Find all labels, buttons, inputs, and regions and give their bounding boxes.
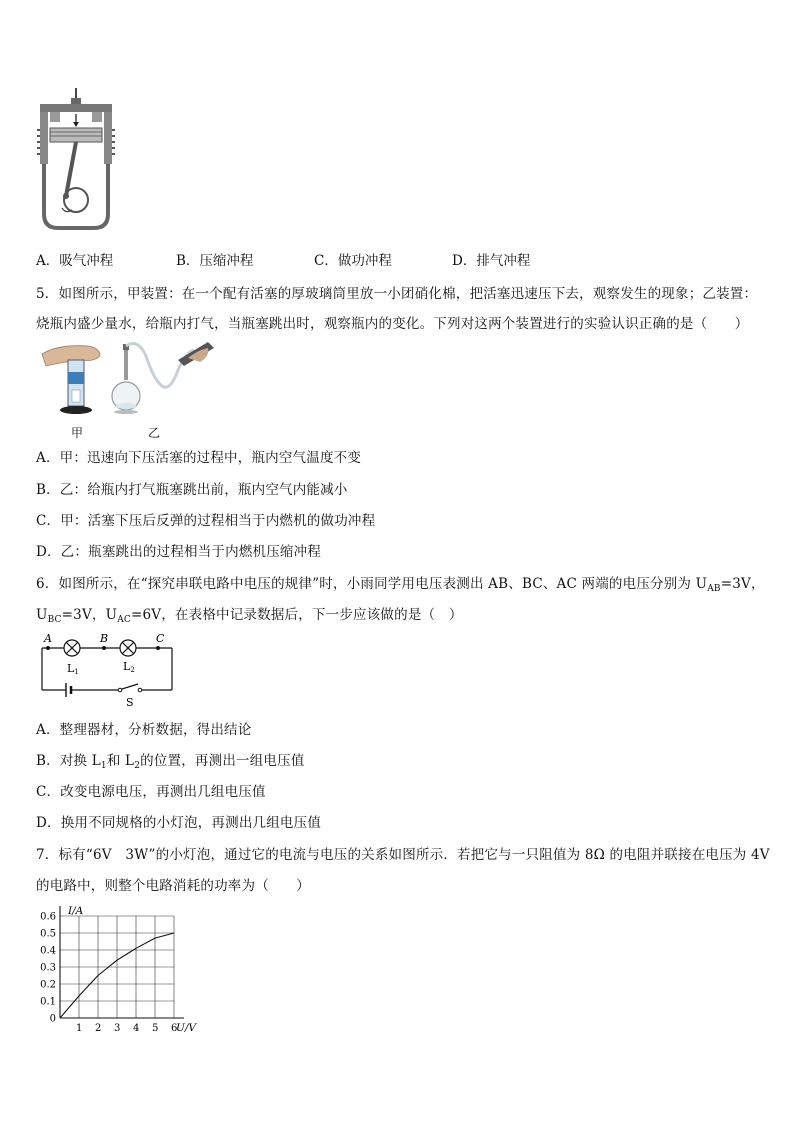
q5-apparatus-figure bbox=[38, 340, 214, 422]
y-tick-label: 0.1 bbox=[40, 996, 56, 1008]
q5-stem-line1: 5．如图所示，甲装置：在一个配有活塞的厚玻璃筒里放一小团硝化棉，把活塞迅速压下去，观察发生的现象；乙装置： bbox=[36, 286, 758, 302]
circuit-label-b: B bbox=[100, 632, 109, 645]
x-axis-label: U/V bbox=[176, 1022, 196, 1034]
circuit-label-a: A bbox=[44, 632, 52, 645]
y-tick-label: 0.5 bbox=[40, 928, 56, 940]
q5-option-a: A．甲：迅速向下压活塞的过程中，瓶内空气温度不变 bbox=[36, 450, 362, 466]
q6-stem-line2: $U_{BC}=3V$，$U_{AC}=6V$，在表格中记录数据后，下一步应该做的是（ ） bbox=[36, 607, 463, 625]
q5-stem-line2: 烧瓶内盛少量水，给瓶内打气，当瓶塞跳出时，观察瓶内的变化。下列对这两个装置进行的实验认识正确的是（ ） bbox=[36, 316, 749, 332]
q5-option-c: C．甲：活塞下压后反弹的过程相当于内燃机的做功冲程 bbox=[36, 513, 376, 529]
x-tick-label: 4 bbox=[133, 1023, 140, 1034]
q6-option-a: A．整理器材，分析数据，得出结论 bbox=[36, 722, 252, 738]
q5-option-d: D．乙：瓶塞跳出的过程相当于内燃机压缩冲程 bbox=[36, 544, 322, 560]
x-tick-label: 2 bbox=[95, 1023, 102, 1034]
circuit-label-s: S bbox=[126, 696, 134, 709]
q6-circuit-diagram bbox=[38, 632, 178, 710]
x-tick-label: 1 bbox=[76, 1023, 83, 1034]
x-tick-label: 6 bbox=[171, 1023, 178, 1034]
q6-stem-line1: 6．如图所示，在“探究串联电路中电压的规律”时，小雨同学用电压表测出 AB、BC、AC 两端的电压分别为 $U_{AB}=3V$， bbox=[36, 576, 765, 594]
circuit-label-l1: L1 bbox=[67, 662, 79, 676]
x-tick-label: 3 bbox=[114, 1023, 121, 1034]
x-tick-label: 5 bbox=[152, 1023, 159, 1034]
y-tick-label: 0.6 bbox=[40, 911, 56, 923]
q4-option-b: B．压缩冲程 bbox=[176, 253, 254, 269]
q5-option-b: B．乙：给瓶内打气瓶塞跳出前，瓶内空气内能减小 bbox=[36, 482, 348, 498]
q5-fig-label-b: 乙 bbox=[148, 426, 161, 440]
q4-option-c: C．做功冲程 bbox=[314, 253, 392, 269]
y-tick-label: 0.4 bbox=[40, 945, 56, 957]
q6-option-c: C．改变电源电压，再测出几组电压值 bbox=[36, 784, 266, 800]
circuit-label-c: C bbox=[156, 632, 165, 645]
circuit-label-l2: L2 bbox=[123, 660, 135, 674]
q7-stem-line1: 7．标有“6V 3W”的小灯泡，通过它的电流与电压的关系如图所示．若把它与一只阻值为 8Ω 的电阻并联接在电压为 4V bbox=[36, 847, 770, 863]
q4-option-d: D．排气冲程 bbox=[452, 253, 531, 269]
q4-option-a: A．吸气冲程 bbox=[36, 253, 114, 269]
q7-stem-line2: 的电路中，则整个电路消耗的功率为（ ） bbox=[36, 878, 310, 894]
q6-option-b: B．对换 $L_1$和 $L_2$的位置，再测出一组电压值 bbox=[36, 753, 305, 771]
y-tick-label: 0.2 bbox=[40, 979, 56, 991]
q7-iv-chart bbox=[36, 902, 226, 1038]
y-tick-label: 0.3 bbox=[40, 962, 56, 974]
q5-fig-label-a: 甲 bbox=[71, 426, 84, 440]
y-tick-label: 0 bbox=[49, 1013, 56, 1025]
y-axis-label: I/A bbox=[68, 905, 84, 917]
q6-option-d: D．换用不同规格的小灯泡，再测出几组电压值 bbox=[36, 815, 322, 831]
engine-stroke-diagram bbox=[36, 86, 116, 232]
